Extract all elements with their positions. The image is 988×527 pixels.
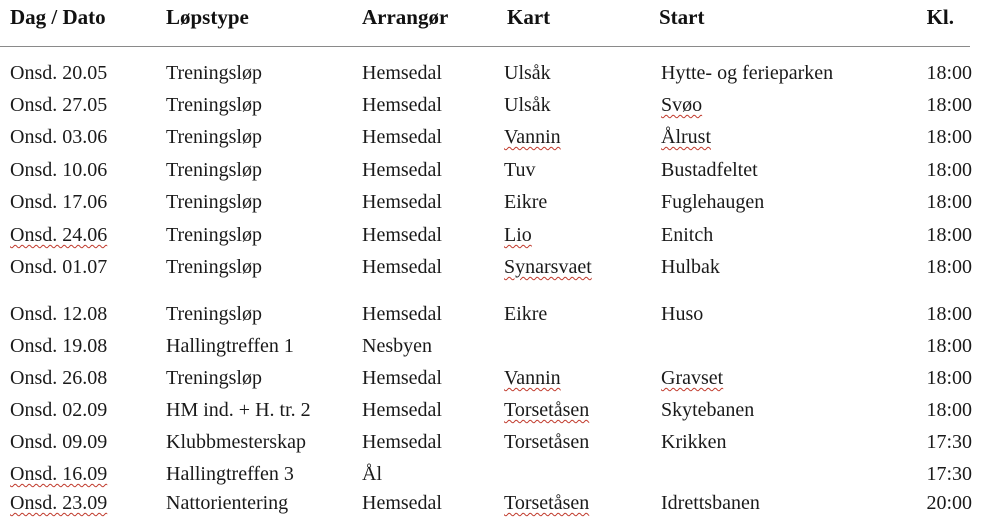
- cell-arrangor: Hemsedal: [362, 62, 442, 84]
- cell-dato: Onsd. 03.06: [10, 126, 108, 148]
- cell-dato: Onsd. 23.09: [10, 492, 108, 514]
- cell-kl: 18:00: [926, 62, 972, 84]
- cell-kart: Tuv: [504, 159, 536, 181]
- cell-arrangor: Hemsedal: [362, 256, 442, 278]
- cell-arrangor: Hemsedal: [362, 303, 442, 325]
- cell-lopstype: Klubbmesterskap: [166, 431, 306, 453]
- cell-dato: Onsd. 24.06: [10, 224, 108, 246]
- cell-kl: 17:30: [926, 463, 972, 485]
- table-row: [0, 121, 988, 153]
- cell-start: Ålrust: [661, 126, 711, 148]
- cell-lopstype: Treningsløp: [166, 303, 262, 325]
- cell-start: Enitch: [661, 224, 714, 246]
- cell-arrangor: Hemsedal: [362, 224, 442, 246]
- cell-arrangor: Ål: [362, 463, 382, 485]
- cell-start: Fuglehaugen: [661, 191, 765, 213]
- cell-dato: Onsd. 19.08: [10, 335, 108, 357]
- cell-lopstype: Treningsløp: [166, 62, 262, 84]
- cell-dato: Onsd. 20.05: [10, 62, 108, 84]
- table-row: [0, 426, 988, 458]
- cell-arrangor: Hemsedal: [362, 126, 442, 148]
- header-divider: [0, 46, 970, 47]
- cell-kl: 17:30: [926, 431, 972, 453]
- cell-start: Krikken: [661, 431, 727, 453]
- cell-start: Skytebanen: [661, 399, 755, 421]
- cell-kart: Ulsåk: [504, 94, 551, 116]
- table-row: [0, 186, 988, 218]
- cell-lopstype: HM ind. + H. tr. 2: [166, 399, 311, 421]
- cell-start: Hulbak: [661, 256, 720, 278]
- cell-lopstype: Treningsløp: [166, 191, 262, 213]
- cell-kart: Lio: [504, 224, 532, 246]
- table-row: [0, 57, 988, 89]
- header-arrangor: Arrangør: [362, 5, 449, 29]
- cell-arrangor: Hemsedal: [362, 492, 442, 514]
- cell-lopstype: Treningsløp: [166, 159, 262, 181]
- header-lopstype: Løpstype: [166, 5, 249, 29]
- cell-start: Hytte- og ferieparken: [661, 62, 834, 84]
- header-dato: Dag / Dato: [10, 5, 106, 29]
- cell-start: Gravset: [661, 367, 724, 389]
- cell-kl: 18:00: [926, 399, 972, 421]
- cell-dato: Onsd. 09.09: [10, 431, 108, 453]
- cell-kart: Vannin: [504, 126, 561, 148]
- cell-kl: 18:00: [926, 224, 972, 246]
- cell-lopstype: Treningsløp: [166, 94, 262, 116]
- cell-lopstype: Hallingtreffen 1: [166, 335, 294, 357]
- cell-kl: 18:00: [926, 159, 972, 181]
- table-row: [0, 458, 988, 490]
- table-row: [0, 219, 988, 251]
- cell-arrangor: Hemsedal: [362, 159, 442, 181]
- header-start: Start: [659, 5, 705, 29]
- cell-kart: Torsetåsen: [504, 492, 590, 514]
- header-kart: Kart: [507, 5, 551, 29]
- table-row: [0, 251, 988, 283]
- cell-kart: Torsetåsen: [504, 399, 590, 421]
- cell-arrangor: Hemsedal: [362, 399, 442, 421]
- cell-kl: 18:00: [926, 335, 972, 357]
- cell-lopstype: Hallingtreffen 3: [166, 463, 294, 485]
- cell-kl: 18:00: [926, 191, 972, 213]
- table-row: [0, 330, 988, 362]
- cell-dato: Onsd. 17.06: [10, 191, 108, 213]
- cell-kl: 18:00: [926, 367, 972, 389]
- cell-kl: 18:00: [926, 303, 972, 325]
- cell-arrangor: Hemsedal: [362, 367, 442, 389]
- cell-lopstype: Treningsløp: [166, 224, 262, 246]
- table-row: [0, 154, 988, 186]
- cell-dato: Onsd. 12.08: [10, 303, 108, 325]
- table-row: [0, 298, 988, 330]
- table-row: [0, 362, 988, 394]
- cell-kart: Eikre: [504, 191, 548, 213]
- cell-kl: 18:00: [926, 126, 972, 148]
- cell-kl: 18:00: [926, 256, 972, 278]
- cell-dato: Onsd. 16.09: [10, 463, 108, 485]
- cell-kart: Synarsvaet: [504, 256, 592, 278]
- cell-kl: 18:00: [926, 94, 972, 116]
- cell-start: Svøo: [661, 94, 703, 116]
- cell-dato: Onsd. 27.05: [10, 94, 108, 116]
- cell-arrangor: Nesbyen: [362, 335, 432, 357]
- header-kl: Kl.: [926, 5, 954, 29]
- cell-start: Idrettsbanen: [661, 492, 760, 514]
- cell-dato: Onsd. 26.08: [10, 367, 108, 389]
- cell-lopstype: Treningsløp: [166, 256, 262, 278]
- cell-kart: Torsetåsen: [504, 431, 590, 453]
- cell-dato: Onsd. 02.09: [10, 399, 108, 421]
- table-row: [0, 487, 988, 519]
- cell-lopstype: Treningsløp: [166, 126, 262, 148]
- cell-arrangor: Hemsedal: [362, 94, 442, 116]
- cell-dato: Onsd. 10.06: [10, 159, 108, 181]
- cell-kl: 20:00: [926, 492, 972, 514]
- cell-kart: Vannin: [504, 367, 561, 389]
- cell-dato: Onsd. 01.07: [10, 256, 108, 278]
- cell-lopstype: Treningsløp: [166, 367, 262, 389]
- cell-start: Bustadfeltet: [661, 159, 758, 181]
- table-row: [0, 394, 988, 426]
- cell-arrangor: Hemsedal: [362, 431, 442, 453]
- cell-kart: Ulsåk: [504, 62, 551, 84]
- table-row: [0, 89, 988, 121]
- cell-arrangor: Hemsedal: [362, 191, 442, 213]
- cell-start: Huso: [661, 303, 704, 325]
- cell-kart: Eikre: [504, 303, 548, 325]
- cell-lopstype: Nattorientering: [166, 492, 289, 514]
